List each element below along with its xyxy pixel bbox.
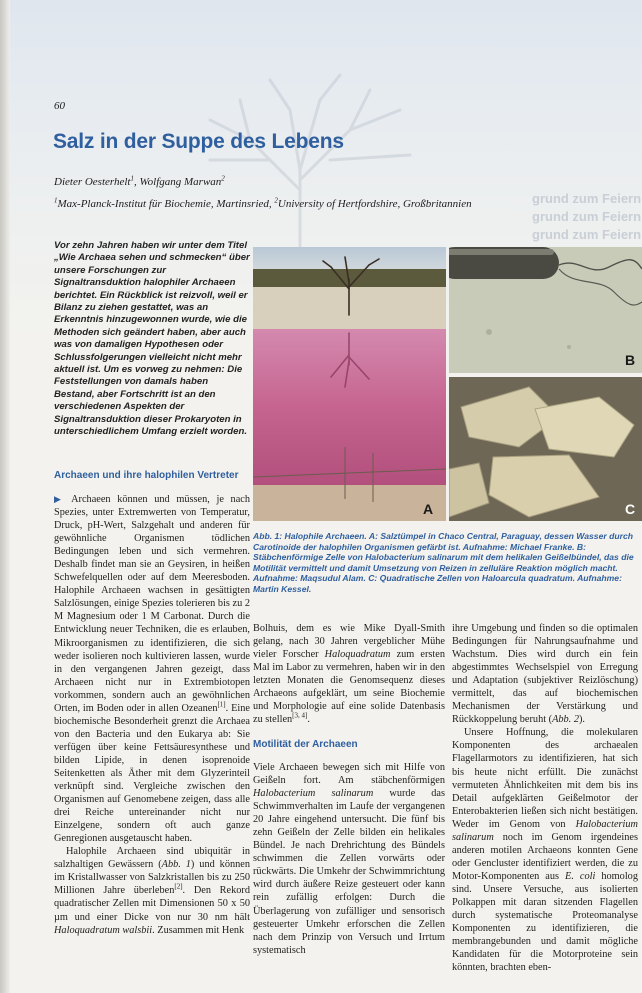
figure-label-c: C (625, 501, 636, 517)
figure-caption: Abb. 1: Halophile Archaeen. A: Salztümpel in Chaco Central, Paraguay, dessen Wasser durch Carotinoide der halophilen Organismen gefärbt ist. Aufnahme: Michael Franke. B: Stäbchenförmige Zelle von Halobacterium salinarum mit dem helikalen Geißelbündel, das die Motilität vermittelt und damit Umsetzung von Reizen in zelluläre Reaktion möglich macht. Aufnahme: Maqsudul Alam. C: Quadratische Zellen von Haloarcula quadratum. Aufnahme: Martin Kessel. (253, 531, 634, 594)
affiliation-mark: 1 (54, 196, 58, 205)
figure-reference: Abb. 2 (552, 714, 579, 726)
section-heading-archaeen: Archaeen und ihre halophilen Vertreter (54, 470, 239, 481)
body-paragraph: Bolhuis, dem es wie Mike Dyall-Smith gelang, nach 30 Jahren vergeblicher Mühe vieler Forscher Haloquadratum zum ersten Mal im Labor zu vermehren, haben wir in den letzten Monaten die Genomsequenz dieses Archaeons aufgeklärt, um seine Biochemie und Morphologie auf eine solide Datenbasis zu stellen[3, 4]. (253, 623, 445, 726)
intro-paragraph: Vor zehn Jahren haben wir unter dem Titel „Wie Archaea sehen und schmecken“ über unsere Forschungen zur Signaltransduktion halophiler Archaeen berichtet. Ein Rückblick ist reizvoll, weil er Bilanz zu ziehen gestattet, was an Erkenntnis hinzugewonnen wurde, wie die Methoden sich geändert haben, aber auch was von damaligen Hypothesen oder Schlussfolgerungen vielleicht nicht mehr aktuell ist. Um es vorweg zu nehmen: Die Feststellungen von damals haben Bestand, aber Fortschritt ist an den verschiedenen Aspekten der Signaltransduktion dieser Prokaryoten in unterschiedlichem Umfang erzielt worden. (54, 240, 250, 438)
background-text (532, 190, 642, 244)
background-text-line: grund zum Feiern (532, 209, 642, 224)
author-line: Dieter Oesterhelt$^1$, Wolfgang Marwan$^2$ (54, 174, 225, 188)
body-paragraph: Unsere Hoffnung, die molekularen Komponenten des archaealen Flagellarmotors zu identifizieren, hat sich bis heute nicht erfüllt. Die zunächst vermuteten Ähnlichkeiten mit dem bis ins Detail aufgeklärten Geißelmotor der Enterobakterien ließen sich nicht bestätigen. Weder im Genom von Halobacterium salinarum noch im Genom irgendeines anderen motilen Archaeons konnten Gene oder Gencluster identifiziert werden, die zu Motor-Komponenten aus E. coli homolog sind. Unsere Versuche, aus isolierten Polkappen mit daran sitzenden Flagellen durch systematische Proteomanalyse Komponenten zu identifizieren, die membrangebunden und damit mögliche Kandidaten für die Motorproteine sein könnten, brachten eben- (452, 727, 638, 974)
species-name: E. coli (565, 870, 596, 882)
body-paragraph: ihre Umgebung und finden so die optimalen Bedingungen für Nahrungsaufnahme und Wachstum. Dies wird durch ein fein abgestimmtes Wechselspiel von Erregung und Adaptation (subjektiver Reizlöschung) vermittelt, das auf biochemischen Mechanismen der Verstärkung und Rückkoppelung beruht (Abb. 2). (452, 623, 638, 726)
reference-mark: [1] (217, 700, 226, 709)
reference-mark: [3, 4] (292, 711, 308, 720)
affiliation-text: Max-Planck-Institut für Biochemie, Martinsried, (57, 198, 275, 210)
body-column-2 (253, 622, 445, 726)
figure-image-a-salt-pond (253, 247, 446, 521)
body-paragraph: ▶ Archaeen können und müssen, je nach Spezies, unter Extremwerten von Temperatur, Druck, pH-Wert, Salzgehalt und anderen für gewöhnliche Organismen tödlichen Bedingungen leben und sich vermehren. Deshalb findet man sie an Geysiren, in heißen Schwefelquellen oder auf dem Meeresboden. Halophile Archaeen wachsen in gesättigten Salzlösungen, einige Spezies tolerieren bis zu 2 M Magnesium oder 1 M Carbonat. Durch die Entwicklung neuer Techniken, die es erlauben, Mikroorganismen zu identifizieren, die sich weder isolieren noch kultivieren lassen, wurde in den vergangenen Jahren gezeigt, dass Archaeen nicht nur in Extrembiotopen vorkommen, sondern auch an gewöhnlichen Orten, im Boden oder in allen Ozeanen[1]. Eine biochemische Besonderheit grenzt die Archaea von den Bacteria und den Eukarya ab: Sie verfügen über keine Fettsäuresynthese und bilden Lipide, in denen isoprenoide Seitenketten als Äther mit dem Glyzerinteil verknüpft sind. Vergleiche zwischen den Organismen auf Genomebene zeigen, dass alle drei Reiche untereinander nicht nur Einzelgene, sondern oft auch ganze Genregionen ausgetauscht haben. (54, 494, 250, 845)
background-text-line: grund zum Feiern (532, 227, 642, 242)
body-paragraph: Halophile Archaeen sind ubiquitär in salzhaltigen Gewässern (Abb. 1) und können im Kristallwasser von Salzkristallen bis zu 250 Millionen Jahre überleben[2]. Den Rekord quadratischer Zellen mit Dimensionen 50 x 50 µm und einer Dicke von nur 30 nm hält Haloquadratum walsbii. Zusammen mit Henk (54, 846, 250, 936)
body-column-3 (452, 622, 638, 974)
author-affiliation-mark: 1 (130, 174, 134, 183)
page-spine (0, 0, 10, 993)
figure-image-b-rod-cell (449, 247, 642, 373)
author-name: Wolfgang Marwan (139, 176, 222, 188)
figure-reference: Abb. 1 (161, 859, 191, 871)
author-name: Dieter Oesterhelt (54, 176, 131, 188)
reference-mark: [2] (174, 882, 183, 891)
figure-label-b: B (625, 352, 636, 368)
figure-image-c-square-cells (449, 377, 642, 521)
article-title: Salz in der Suppe des Lebens (53, 130, 344, 153)
species-name: Halobacterium salinarum (253, 788, 374, 800)
affiliation-line (54, 198, 472, 210)
tree-watermark-image (170, 60, 430, 260)
affiliation-text: University of Hertfordshire, Großbritannien (277, 198, 472, 210)
body-column-2-continued (253, 761, 445, 957)
page-number: 60 (54, 100, 65, 112)
body-paragraph: Viele Archaeen bewegen sich mit Hilfe von Geißeln fort. Am stäbchenförmigen Halobacterium salinarum wurde das Schwimmverhalten im Laufe der vergangenen 20 Jahre eingehend untersucht. Die fünf bis zehn Geißeln der Zelle bilden ein helikales Bündel. Je nach Drehrichtung des Bündels schwimmen die Zellen vorwärts oder rückwärts. Die Umkehr der Schwimmrichtung wird durch äußere Reize gesteuert oder kann rein zufällig erfolgen: Durch die Überlagerung von zufälliger und sensorisch gesteuerter Umkehr erforschen die Zellen nach dem Prinzip von Versuch und Irrtum systematisch (253, 762, 446, 956)
background-text-line: grund zum Feiern (532, 191, 642, 206)
species-name: Halobacterium salinarum (452, 818, 638, 843)
body-column-1 (54, 493, 250, 937)
section-heading-motilitaet: Motilität der Archaeen (253, 739, 358, 750)
affiliation-mark: 2 (274, 196, 278, 205)
section-start-marker-icon: ▶ (54, 494, 66, 504)
species-name: Haloquadratum (324, 649, 391, 661)
figure-label-a: A (423, 501, 434, 517)
species-name: Haloquadratum walsbii (54, 924, 153, 936)
author-affiliation-mark: 2 (221, 174, 225, 183)
